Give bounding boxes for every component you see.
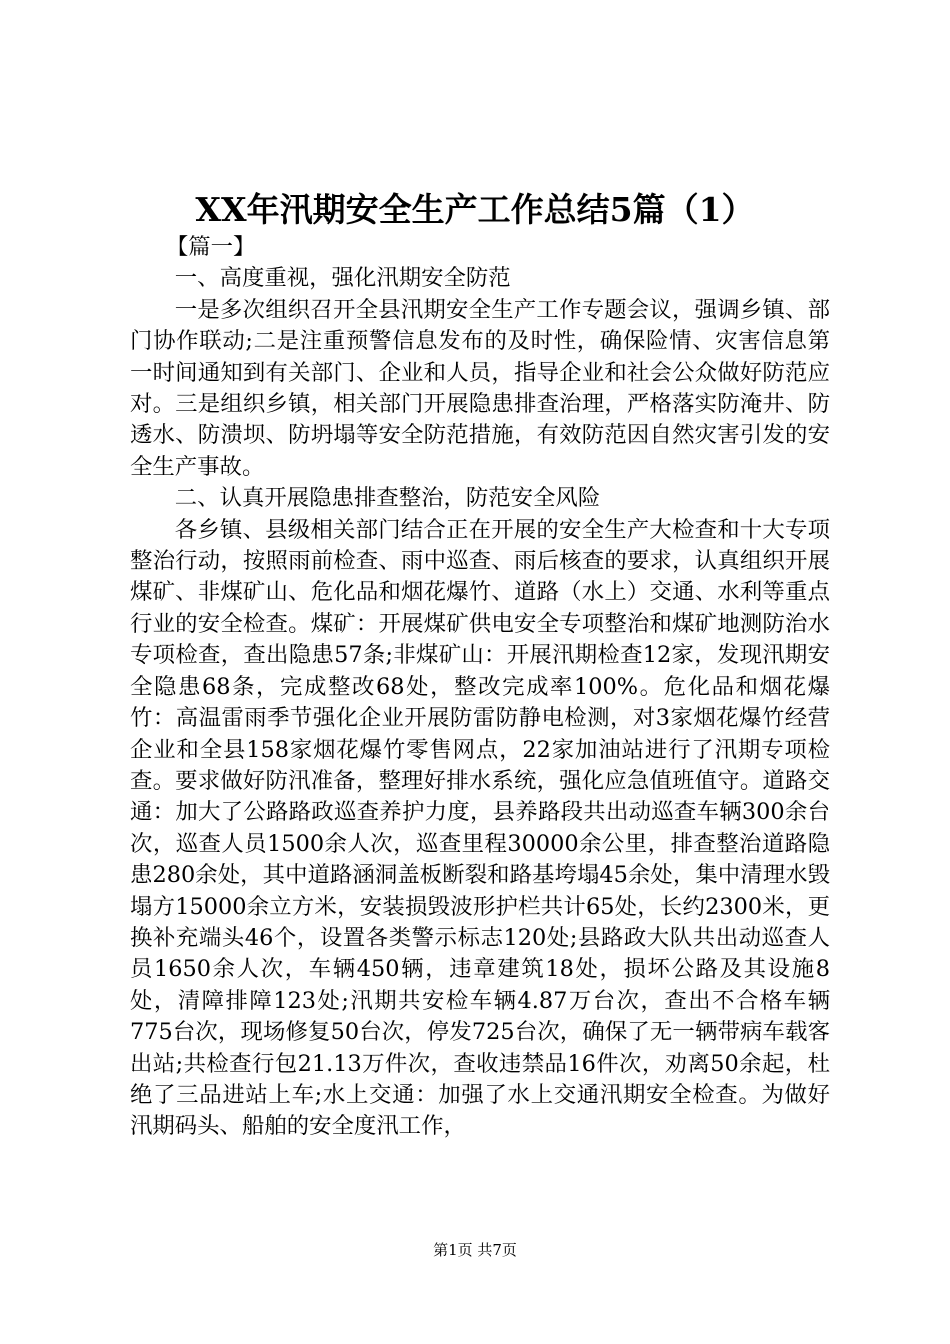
document-body	[130, 232, 830, 1143]
paragraph-2: 各乡镇、县级相关部门结合正在开展的安全生产大检查和十大专项整治行动，按照雨前检查、雨中巡查、雨后核查的要求，认真组织开展煤矿、非煤矿山、危化品和烟花爆竹、道路（水上）交通、水利等重点行业的安全检查。煤矿：开展煤矿供电安全专项整治和煤矿地测防治水专项检查，查出隐患57条;非煤矿山：开展汛期检查12家，发现汛期安全隐患68条，完成整改68处，整改完成率100%。危化品和烟花爆竹：高温雷雨季节强化企业开展防雷防静电检测，对3家烟花爆竹经营企业和全县158家烟花爆竹零售网点，22家加油站进行了汛期专项检查。要求做好防汛准备，整理好排水系统，强化应急值班值守。道路交通：加大了公路路政巡查养护力度，县养路段共出动巡查车辆300余台次，巡查人员1500余人次，巡查里程30000余公里，排查整治道路隐患280余处，其中道路涵洞盖板断裂和路基垮塌45余处，集中清理水毁塌方15000余立方米，安装损毁波形护栏共计65处，长约2300米，更换补充端头46个，设置各类警示标志120处;县路政大队共出动巡查人员1650余人次，车辆450辆，违章建筑18处，损坏公路及其设施8处，清障排障123处;汛期共安检车辆4.87万台次，查出不合格车辆775台次，现场修复50台次，停发725台次，确保了无一辆带病车载客出站;共检查行包21.13万件次，查收违禁品16件次，劝离50余起，杜绝了三品进站上车;水上交通：加强了水上交通汛期安全检查。为做好汛期码头、船舶的安全度汛工作，	[130, 516, 830, 1140]
section-heading-1: 一、高度重视，强化汛期安全防范	[174, 265, 511, 292]
section-heading-2: 二、认真开展隐患排查整治，防范安全风险	[174, 485, 601, 512]
section-mark: 【篇一】	[165, 234, 256, 260]
paragraph-1: 一是多次组织召开全县汛期安全生产工作专题会议，强调乡镇、部门协作联动;二是注重预警信息发布的及时性，确保险情、灾害信息第一时间通知到有关部门、企业和人员，指导企业和社会公众做好防范应对。三是组织乡镇，相关部门开展隐患排查治理，严格落实防淹井、防透水、防溃坝、防坍塌等安全防范措施，有效防范因自然灾害引发的安全生产事故。	[130, 296, 830, 480]
page-number-footer: 第1页 共7页	[433, 1241, 517, 1259]
document-title: XX年汛期安全生产工作总结5篇（1）	[195, 190, 755, 229]
